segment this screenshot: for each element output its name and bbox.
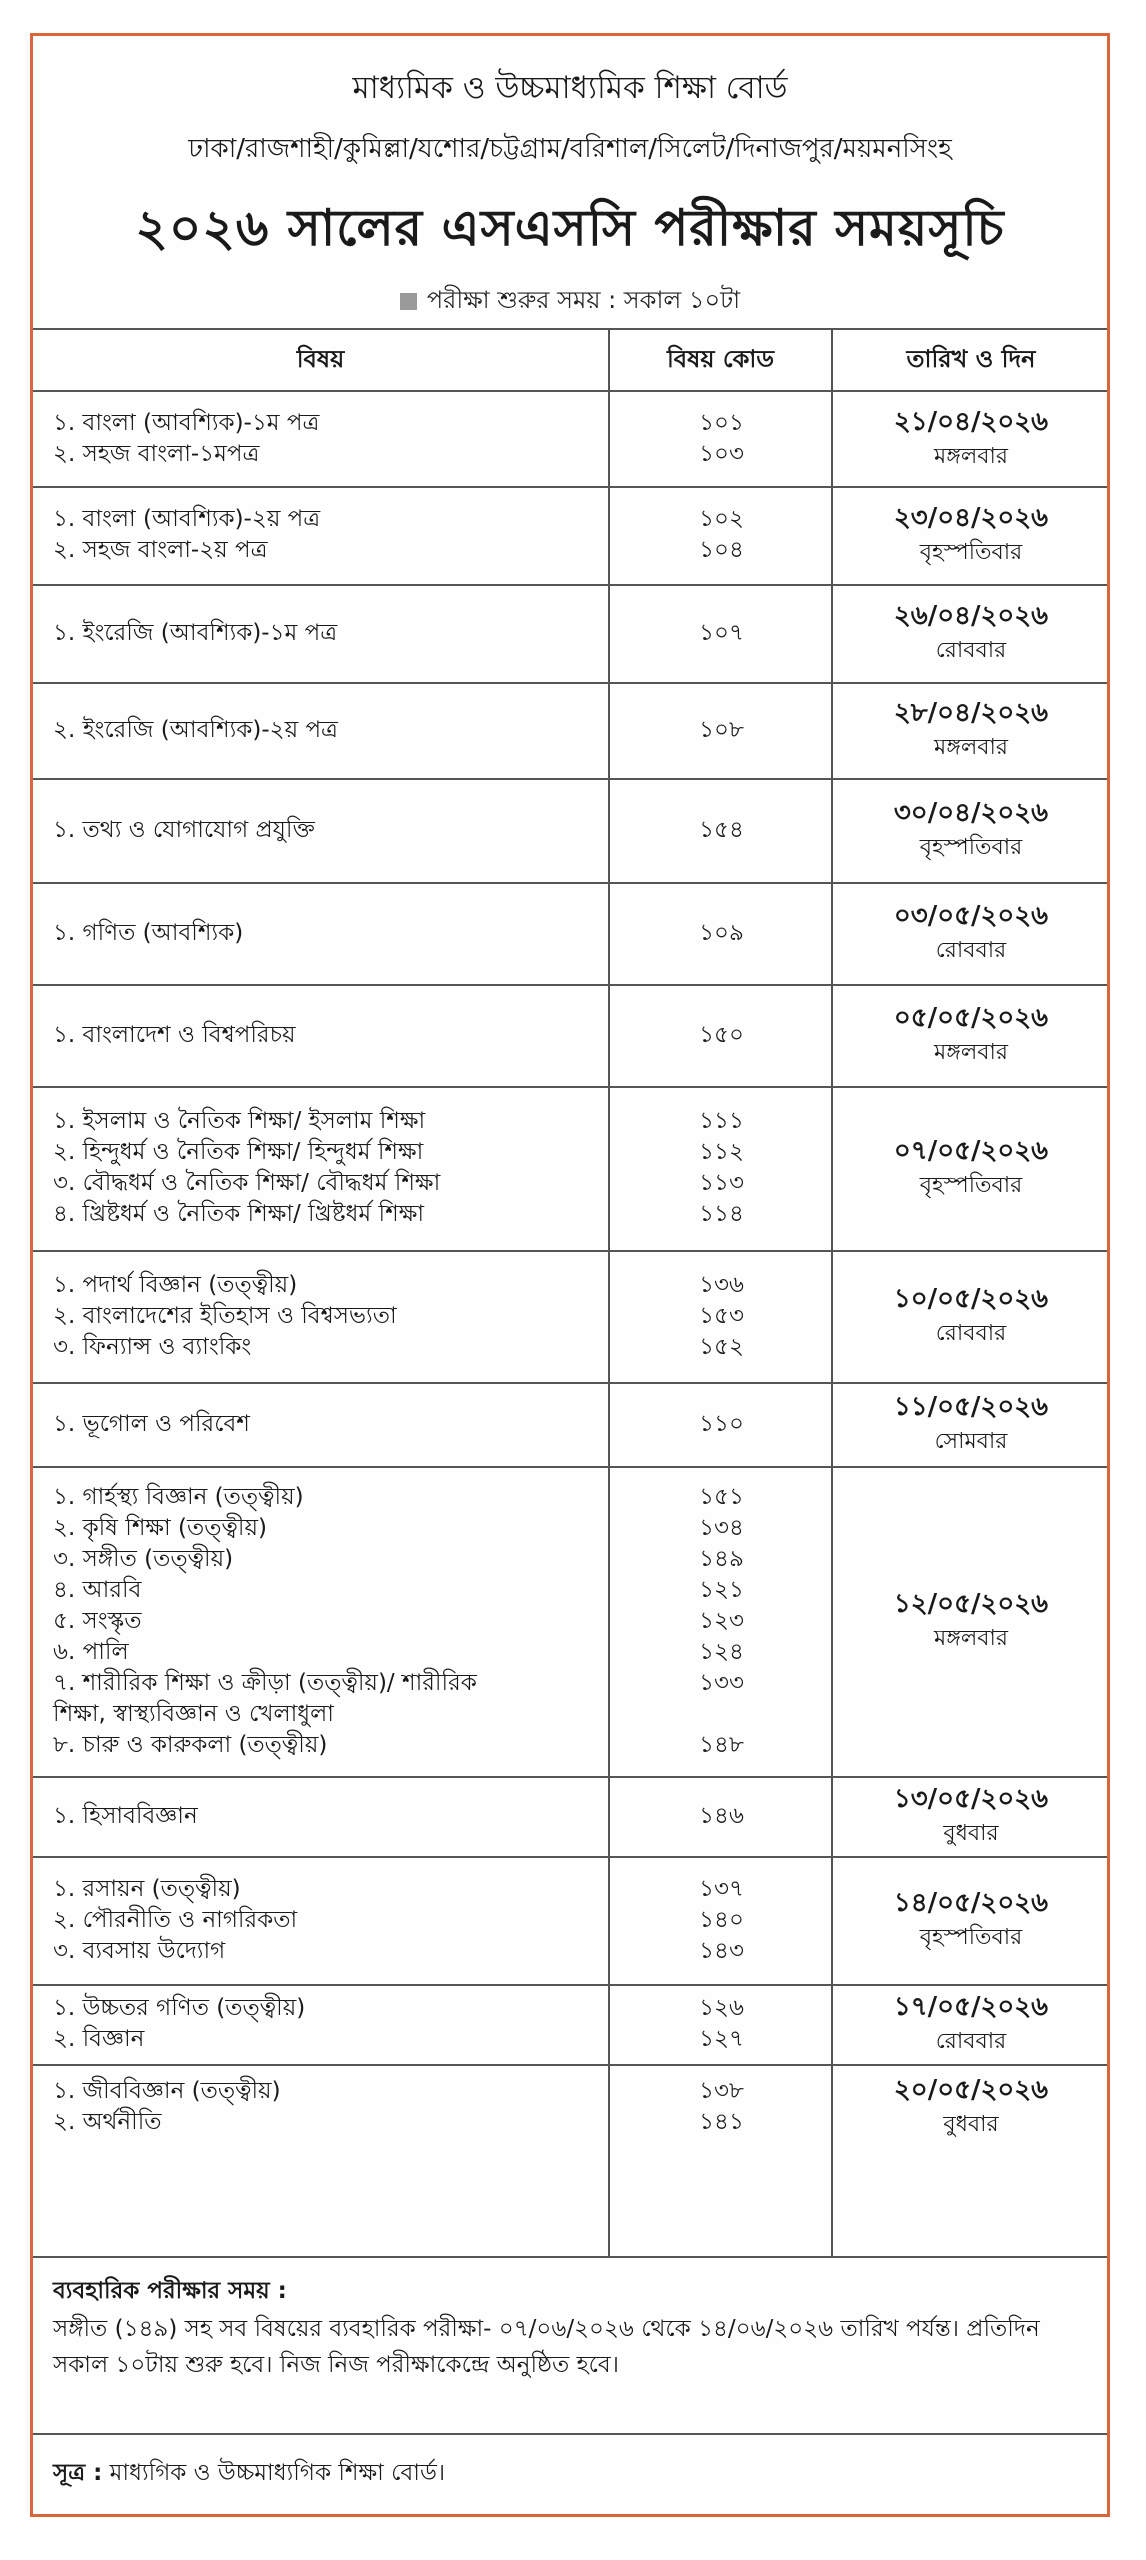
subject-name: ১. জীববিজ্ঞান (তত্ত্বীয়) — [53, 2078, 281, 2104]
practical-heading: ব্যবহারিক পরীক্ষার সময় : — [53, 2278, 287, 2304]
subject-code: ১৪১ — [699, 2109, 744, 2135]
exam-date: ১২/০৫/২০২৬ — [893, 1589, 1049, 1619]
subject-name: ২. অর্থনীতি — [53, 2109, 162, 2135]
source-divider — [33, 2433, 1107, 2435]
subject-code: ১০৪ — [699, 537, 744, 563]
table-row — [33, 778, 1107, 882]
subject-code: ১০৯ — [699, 920, 744, 946]
date-cell — [833, 404, 1109, 474]
subject-name: ২. কৃষি শিক্ষা (তত্ত্বীয়) — [53, 1515, 267, 1541]
notice-header — [33, 36, 1107, 326]
source-line — [53, 2454, 445, 2493]
table-row — [33, 984, 1107, 1086]
subject-code: ১৪৮ — [699, 1732, 744, 1758]
subject-code: ১৫২ — [699, 1334, 744, 1360]
table-row — [33, 1382, 1107, 1466]
subject-code: ১০২ — [699, 506, 744, 532]
source-text: মাধ্যগিক ও উচ্চমাধ্যগিক শিক্ষা বোর্ড। — [109, 2460, 446, 2486]
practical-text: সঙ্গীত (১৪৯) সহ সব বিষয়ের ব্যবহারিক পরীক্ষা- ০৭/০৬/২০২৬ থেকে ১৪/০৬/২০২৬ তারিখ পর্যন্ত। প্রতিদিন সকাল ১০টায় শুরু হবে। নিজ নিজ পরীক্ষাকেন্দ্রে অনুষ্ঠিত হবে। — [53, 2316, 1040, 2378]
square-bullet-icon — [400, 293, 417, 310]
date-cell — [833, 1989, 1109, 2059]
subject-name: ২. পৌরনীতি ও নাগরিকতা — [53, 1907, 298, 1933]
schedule-table — [33, 328, 1107, 2256]
subject-name: ১. ইসলাম ও নৈতিক শিক্ষা/ ইসলাম শিক্ষা — [53, 1108, 426, 1134]
subject-name: ১. ইংরেজি (আবশ্যিক)-১ম পত্র — [53, 620, 338, 646]
subject-name: ৩. বৌদ্ধধর্ম ও নৈতিক শিক্ষা/ বৌদ্ধধর্ম শিক্ষা — [53, 1170, 441, 1196]
date-cell — [833, 1133, 1109, 1203]
exam-date: ২০/০৫/২০২৬ — [893, 2075, 1049, 2105]
schedule-notice — [30, 33, 1110, 2517]
subject-name: ২. বিজ্ঞান — [53, 2026, 145, 2052]
practical-section — [33, 2256, 1107, 2520]
subject-code: ১৫০ — [699, 1022, 744, 1048]
date-cell — [833, 1000, 1109, 1070]
subject-name: শিক্ষা, স্বাস্থ্যবিজ্ঞান ও খেলাধুলা — [53, 1701, 334, 1727]
page-title: ২০২৬ সালের এসএসসি পরীক্ষার সময়সূচি — [135, 199, 1005, 257]
table-row — [33, 1466, 1107, 1776]
exam-day: মঙ্গলবার — [934, 735, 1008, 760]
exam-day: বৃহস্পতিবার — [919, 1173, 1023, 1198]
subject-name: ৭. শারীরিক শিক্ষা ও ক্রীড়া (তত্ত্বীয়)/ শারীরিক — [53, 1670, 477, 1696]
table-row — [33, 1086, 1107, 1250]
board-cities: ঢাকা/রাজশাহী/কুমিল্লা/যশোর/চট্টগ্রাম/বরিশাল/সিলেট/দিনাজপুর/ময়মনসিংহ — [188, 134, 952, 164]
subject-name: ১. পদার্থ বিজ্ঞান (তত্ত্বীয়) — [53, 1272, 298, 1298]
table-row — [33, 2064, 1107, 2150]
header-date: তারিখ ও দিন — [906, 345, 1036, 373]
subject-code: ১৫৪ — [699, 817, 744, 843]
subject-name: ১. ভূগোল ও পরিবেশ — [53, 1411, 250, 1437]
subject-code: ১৩৭ — [699, 1876, 744, 1902]
subject-name: ২. সহজ বাংলা-১মপত্র — [53, 441, 260, 467]
exam-date: ২১/০৪/২০২৬ — [893, 407, 1049, 437]
subject-code: ১১১ — [699, 1108, 744, 1134]
exam-date: ১১/০৫/২০২৬ — [893, 1392, 1049, 1422]
subject-code: ১০৭ — [699, 620, 744, 646]
subject-name: ২. বাংলাদেশের ইতিহাস ও বিশ্বসভ্যতা — [53, 1303, 397, 1329]
subject-code: ১২৩ — [699, 1608, 744, 1634]
subject-code: ১০৩ — [699, 441, 744, 467]
subject-code: ১১৩ — [699, 1170, 744, 1196]
date-cell — [833, 2072, 1109, 2142]
subject-code: ১৫১ — [699, 1484, 744, 1510]
subject-code: ১১০ — [699, 1411, 744, 1437]
subject-code: ১৩৬ — [699, 1272, 744, 1298]
exam-day: বৃহস্পতিবার — [919, 1925, 1023, 1950]
subject-code: ১২১ — [699, 1577, 744, 1603]
exam-date: ২৬/০৪/২০২৬ — [893, 601, 1049, 631]
exam-day: মঙ্গলবার — [934, 1040, 1008, 1065]
subject-name: ৩. সঙ্গীত (তত্ত্বীয়) — [53, 1546, 234, 1572]
exam-date: ১০/০৫/২০২৬ — [893, 1284, 1049, 1314]
date-cell — [833, 795, 1109, 865]
date-cell — [833, 1885, 1109, 1955]
subject-code: ১০৮ — [699, 717, 744, 743]
date-cell — [833, 1389, 1109, 1459]
subject-code: ১২৬ — [699, 1995, 744, 2021]
exam-day: মঙ্গলবার — [934, 1626, 1008, 1651]
exam-day: রোববার — [935, 938, 1007, 963]
exam-date: ০৭/০৫/২০২৬ — [893, 1136, 1049, 1166]
date-cell — [833, 598, 1109, 668]
subject-name: ১. গণিত (আবশ্যিক) — [53, 920, 244, 946]
subject-code: ১৪০ — [699, 1907, 744, 1933]
exam-date: ১৪/০৫/২০২৬ — [893, 1888, 1049, 1918]
subject-code: ১০১ — [699, 410, 744, 436]
subject-name: ১. বাংলা (আবশ্যিক)-২য় পত্র — [53, 506, 321, 532]
subject-name: ১. বাংলাদেশ ও বিশ্বপরিচয় — [53, 1022, 296, 1048]
exam-day: রোববার — [935, 1321, 1007, 1346]
exam-day: রোববার — [935, 638, 1007, 663]
table-row — [33, 682, 1107, 778]
date-cell — [833, 695, 1109, 765]
table-row — [33, 1250, 1107, 1382]
subject-name: ২. হিন্দুধর্ম ও নৈতিক শিক্ষা/ হিন্দুধর্ম শিক্ষা — [53, 1139, 424, 1165]
exam-date: ১৩/০৫/২০২৬ — [893, 1784, 1049, 1814]
exam-day: বৃহস্পতিবার — [919, 540, 1023, 565]
subject-name: ১. তথ্য ও যোগাযোগ প্রযুক্তি — [53, 817, 315, 843]
subject-code: ১১২ — [699, 1139, 744, 1165]
exam-date: ২৮/০৪/২০২৬ — [893, 698, 1049, 728]
table-row — [33, 1776, 1107, 1856]
exam-day: বুধবার — [943, 2112, 999, 2137]
subject-name: ৬. পালি — [53, 1639, 129, 1665]
subject-name: ৪. খ্রিষ্টধর্ম ও নৈতিক শিক্ষা/ খ্রিষ্টধর্ম শিক্ষা — [53, 1201, 424, 1227]
subject-code: ১৪৯ — [699, 1546, 744, 1572]
date-cell — [833, 1586, 1109, 1656]
header-code: বিষয় কোড — [666, 345, 775, 373]
subject-code: ১২৪ — [699, 1639, 744, 1665]
table-row — [33, 1856, 1107, 1984]
subject-code: ১৩৪ — [699, 1515, 744, 1541]
exam-day: বৃহস্পতিবার — [919, 835, 1023, 860]
subject-name: ১. বাংলা (আবশ্যিক)-১ম পত্র — [53, 410, 320, 436]
board-name: মাধ্যমিক ও উচ্চমাধ্যমিক শিক্ষা বোর্ড — [352, 70, 788, 106]
subject-name: ১. গার্হস্থ্য বিজ্ঞান (তত্ত্বীয়) — [53, 1484, 304, 1510]
subject-name: ১. উচ্চতর গণিত (তত্ত্বীয়) — [53, 1995, 306, 2021]
exam-day: রোববার — [935, 2029, 1007, 2054]
date-cell — [833, 898, 1109, 968]
subject-code: ১৪৬ — [699, 1803, 744, 1829]
subject-code: ১৪৩ — [699, 1938, 744, 1964]
table-row — [33, 1984, 1107, 2064]
exam-day: বুধবার — [943, 1821, 999, 1846]
subject-name: ৩. ব্যবসায় উদ্যোগ — [53, 1938, 226, 1964]
header-subject: বিষয় — [296, 345, 345, 373]
subject-name: ৪. আরবি — [53, 1577, 142, 1603]
start-time-text: পরীক্ষা শুরুর সময় : সকাল ১০টা — [426, 286, 741, 314]
exam-day: মঙ্গলবার — [934, 444, 1008, 469]
subject-name: ৩. ফিন্যান্স ও ব্যাংকিং — [53, 1334, 252, 1360]
exam-date: ২৩/০৪/২০২৬ — [893, 503, 1049, 533]
footer-top-border — [33, 2256, 1107, 2258]
subject-code: ১২৭ — [699, 2026, 744, 2052]
subject-name: ৮. চারু ও কারুকলা (তত্ত্বীয়) — [53, 1732, 328, 1758]
table-row — [33, 392, 1107, 486]
subject-name: ৫. সংস্কৃত — [53, 1608, 142, 1634]
subject-name: ১. হিসাববিজ্ঞান — [53, 1803, 198, 1829]
subject-name: ২. সহজ বাংলা-২য় পত্র — [53, 537, 268, 563]
subject-name: ২. ইংরেজি (আবশ্যিক)-২য় পত্র — [53, 717, 338, 743]
date-cell — [833, 1781, 1109, 1851]
exam-date: ৩০/০৪/২০২৬ — [893, 798, 1049, 828]
subject-name: ১. রসায়ন (তত্ত্বীয়) — [53, 1876, 241, 1902]
date-cell — [833, 500, 1109, 570]
table-row — [33, 584, 1107, 682]
start-time-note — [33, 282, 1107, 322]
date-cell — [833, 1281, 1109, 1351]
exam-date: ০৩/০৫/২০২৬ — [893, 901, 1049, 931]
subject-code: ১৩৩ — [699, 1670, 744, 1696]
source-label: সূত্র : — [53, 2460, 103, 2486]
exam-date: ১৭/০৫/২০২৬ — [893, 1992, 1049, 2022]
exam-day: সোমবার — [934, 1429, 1008, 1454]
exam-date: ০৫/০৫/২০২৬ — [893, 1003, 1049, 1033]
subject-code: ১৫৩ — [699, 1303, 744, 1329]
table-row — [33, 882, 1107, 984]
subject-code: ১১৪ — [699, 1201, 744, 1227]
subject-code: ১৩৮ — [699, 2078, 744, 2104]
table-row — [33, 486, 1107, 584]
